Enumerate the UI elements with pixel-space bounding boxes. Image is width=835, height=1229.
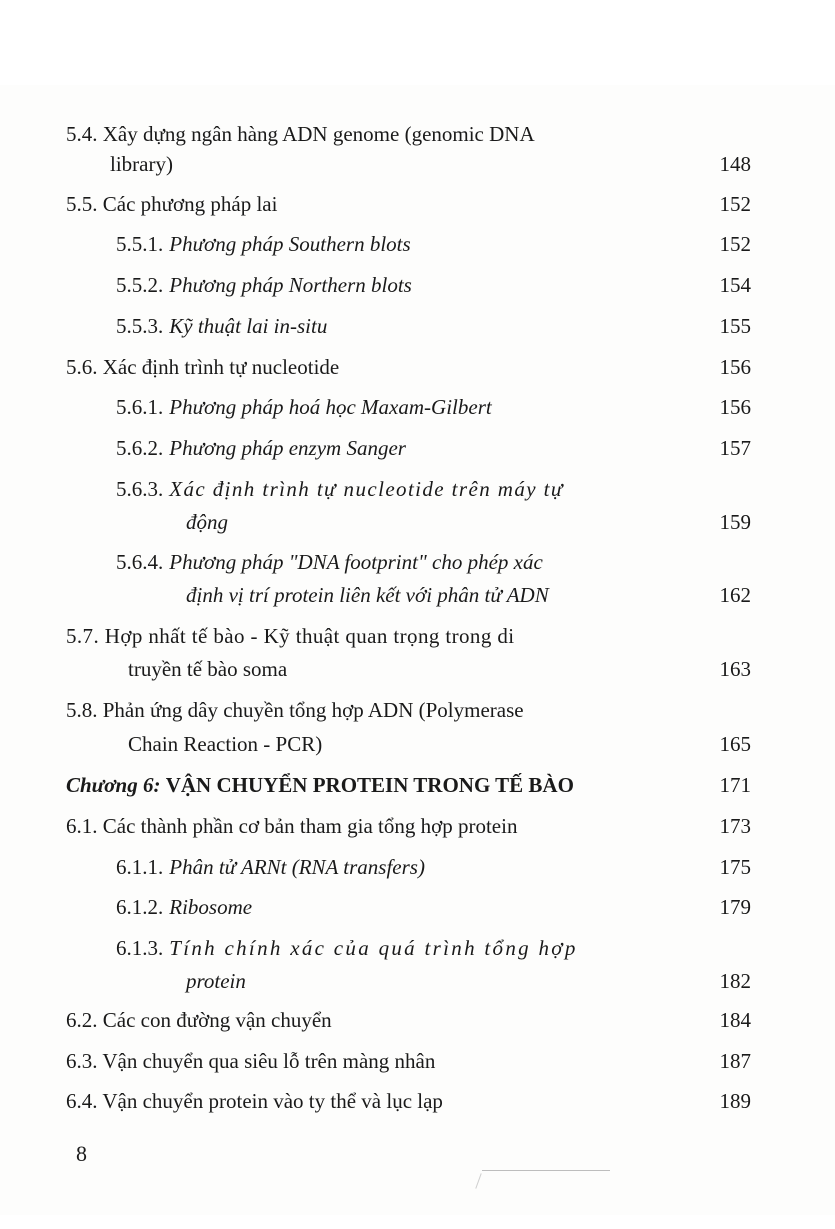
toc-entry-5-6-1	[116, 393, 492, 421]
toc-entry-5-5-2	[116, 271, 412, 299]
toc-page-5-5-3: 155	[719, 314, 751, 338]
toc-title: Phương pháp hoá học Maxam-Gilbert	[169, 395, 492, 419]
toc-num: 5.5.3.	[116, 314, 164, 338]
toc-title: Tính chính xác của quá trình tổng hợp	[169, 936, 578, 960]
chapter-6-heading	[66, 771, 574, 799]
toc-num: 6.1.1.	[116, 855, 164, 879]
toc-entry-5-5-1	[116, 230, 411, 258]
toc-page-5-6-2: 157	[719, 436, 751, 460]
toc-page-6-1-1: 175	[719, 855, 751, 879]
toc-num: 5.6.1.	[116, 395, 164, 419]
toc-page-5-5-1: 152	[719, 232, 751, 256]
toc-entry-5-6-2	[116, 434, 406, 462]
scan-mark	[482, 1170, 610, 1171]
toc-num: 6.1.3.	[116, 936, 164, 960]
toc-title: Phương pháp Northern blots	[169, 273, 412, 297]
toc-page-ch6: 171	[719, 773, 751, 797]
toc-entry-5-6: 5.6. Xác định trình tự nucleotide	[66, 355, 340, 379]
toc-entry-5-7-line2: truyền tế bào soma	[128, 657, 288, 681]
toc-num: 5.6.3.	[116, 477, 164, 501]
toc-entry-5-8-line2: Chain Reaction - PCR)	[128, 732, 323, 756]
toc-page-5-4: 148	[719, 152, 751, 176]
toc-page-5-6: 156	[719, 355, 751, 379]
toc-num: 5.5.1.	[116, 232, 164, 256]
toc-title: Phân tử ARNt (RNA transfers)	[169, 855, 425, 879]
toc-entry-5-6-3-line2: động	[186, 510, 228, 534]
toc-page-6-3: 187	[719, 1049, 751, 1073]
toc-num: 6.1.2.	[116, 895, 164, 919]
toc-entry-5-6-4-line2: định vị trí protein liên kết với phân tử ADN	[186, 583, 549, 607]
toc-entry-5-5-3	[116, 312, 327, 340]
toc-entry-6-4: 6.4. Vận chuyển protein vào ty thể và lục lạp	[66, 1089, 443, 1113]
toc-entry-5-5: 5.5. Các phương pháp lai	[66, 192, 278, 216]
toc-page-6-1-3: 182	[719, 969, 751, 993]
toc-entry-5-6-4	[116, 548, 543, 576]
toc-entry-5-7-line1: 5.7. Hợp nhất tế bào - Kỹ thuật quan trọng trong di	[66, 624, 515, 648]
toc-title: Ribosome	[169, 895, 253, 919]
toc-entry-5-6-3	[116, 475, 564, 503]
toc-page-5-7: 163	[719, 657, 751, 681]
chapter-label: Chương 6:	[66, 773, 161, 797]
toc-title: Phương pháp "DNA footprint" cho phép xác	[169, 550, 543, 574]
toc-entry-5-4-line1: 5.4. Xây dựng ngân hàng ADN genome (genomic DNA	[66, 122, 535, 146]
toc-page-6-1-2: 179	[719, 895, 751, 919]
toc-title: Kỹ thuật lai in-situ	[169, 314, 328, 338]
toc-num: 5.5.2.	[116, 273, 164, 297]
toc-entry-6-3: 6.3. Vận chuyển qua siêu lỗ trên màng nhân	[66, 1049, 436, 1073]
toc-page-5-6-1: 156	[719, 395, 751, 419]
toc-entry-6-1: 6.1. Các thành phần cơ bản tham gia tổng hợp protein	[66, 814, 518, 838]
toc-entry-6-1-2	[116, 893, 252, 921]
toc-title: Xác định trình tự nucleotide trên máy tự	[169, 477, 564, 501]
toc-title: Phương pháp Southern blots	[169, 232, 411, 256]
toc-page-5-5-2: 154	[719, 273, 751, 297]
toc-page-6-4: 189	[719, 1089, 751, 1113]
toc-page-5-6-3: 159	[719, 510, 751, 534]
toc-page-5-5: 152	[719, 192, 751, 216]
toc-page-5-6-4: 162	[719, 583, 751, 607]
toc-num: 5.6.4.	[116, 550, 164, 574]
toc-entry-6-1-3-line2: protein	[186, 969, 246, 993]
toc-entry-5-4-line2: library)	[110, 152, 173, 176]
toc-entry-6-1-3	[116, 934, 578, 962]
toc-page-5-8: 165	[719, 732, 751, 756]
toc-entry-5-8-line1: 5.8. Phản ứng dây chuyền tổng hợp ADN (Polymerase	[66, 698, 524, 722]
chapter-title: VẬN CHUYỂN PROTEIN TRONG TẾ BÀO	[165, 773, 574, 797]
toc-entry-6-2: 6.2. Các con đường vận chuyển	[66, 1008, 332, 1032]
toc-page-6-2: 184	[719, 1008, 751, 1032]
toc-entry-6-1-1	[116, 853, 425, 881]
toc-page-6-1: 173	[719, 814, 751, 838]
page-number: 8	[76, 1141, 87, 1166]
toc-num: 5.6.2.	[116, 436, 164, 460]
toc-title: Phương pháp enzym Sanger	[169, 436, 406, 460]
